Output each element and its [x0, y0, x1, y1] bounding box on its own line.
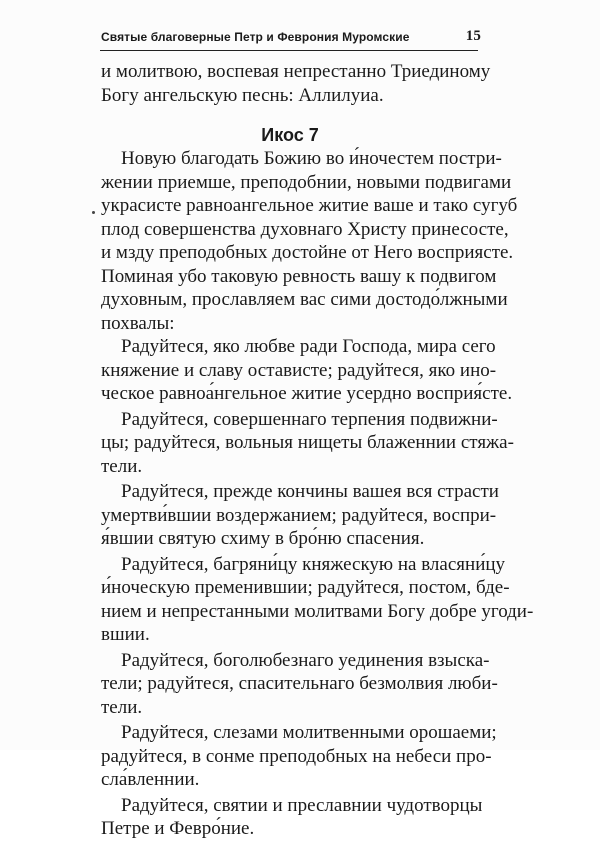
text-line: духовным, прославляем вас сими достодо́лжными	[101, 289, 508, 310]
text-line: тели.	[101, 696, 143, 718]
intro-paragraph	[101, 147, 518, 335]
text-line: Радуйтеся, боголюбезнаго уединения взыска-	[121, 649, 490, 671]
text-line: ческое равноа́нгельное житие усердно восприя́сте.	[101, 383, 513, 404]
text-line: я́вшии святую схиму в бро́ню спасения.	[101, 528, 425, 549]
text-line: Радуйтеся, святии и преславнии чудотворцы	[121, 794, 483, 816]
text-line: Поминая убо таковую ревность вашу к подвигом	[101, 265, 497, 287]
salutation-paragraph	[101, 335, 513, 406]
salutation-paragraph	[101, 649, 498, 720]
text-line: цы; радуйтеся, вольныя нищеты блаженнии стяжа-	[101, 432, 514, 453]
text-line: нием и непрестанными молитвами Богу добре угоди-	[101, 600, 534, 622]
salutation-paragraph	[101, 721, 497, 792]
text-line: тели.	[101, 455, 143, 477]
text-line: Радуйтеся, багряни́цу княжескую на власяни́цу	[121, 553, 506, 575]
text-line: похвалы:	[101, 312, 175, 334]
continuation-paragraph	[101, 60, 491, 107]
section-heading: Икос 7	[261, 125, 319, 145]
running-header	[101, 28, 501, 48]
salutation-paragraph	[101, 480, 499, 551]
text-line: Новую благодать Божию во и́ночестем постри-	[121, 148, 502, 169]
margin-mark	[92, 211, 95, 214]
running-title: Святые благоверные Петр и Феврония Муромские	[101, 30, 410, 44]
text-line: сла́вленнии.	[101, 769, 200, 790]
salutation-paragraph	[101, 794, 483, 841]
header-rule	[100, 50, 478, 51]
text-line: Богу ангельскую песнь: Аллилуиа.	[101, 84, 384, 106]
text-line: украсисте равноангельное житие ваше и тако сугуб	[101, 195, 518, 216]
text-line: Радуйтеся, слезами молитвенными орошаеми;	[121, 722, 497, 743]
salutation-paragraph	[101, 408, 514, 479]
text-line: жении приемше, преподобнии, новыми подвигами	[101, 171, 512, 193]
text-line: и мзду преподобных достойне от Него восприясте.	[101, 242, 514, 263]
text-line: умертви́вшии воздержанием; радуйтеся, воспри-	[101, 504, 497, 526]
text-line: плод совершенства духовнаго Христу принесосте,	[101, 218, 509, 240]
text-line: Радуйтеся, яко любве ради Господа, мира сего	[121, 336, 496, 357]
salutation-paragraph	[101, 553, 534, 647]
page-body	[101, 60, 534, 841]
text-line: и́ноческую пременившии; радуйтеся, постом, бде-	[101, 577, 510, 598]
page-number: 15	[465, 28, 481, 44]
text-line: Петре и Февро́ние.	[101, 818, 255, 839]
text-line: княжение и славу остависте; радуйтеся, яко ино-	[101, 359, 497, 381]
text-line: тели; радуйтеся, спасительнаго безмолвия люби-	[101, 673, 498, 694]
text-line: вшии.	[101, 624, 150, 645]
text-line: Радуйтеся, прежде кончины вашея вся страсти	[121, 481, 499, 502]
text-line: радуйтеся, в сонме преподобных на небеси про-	[101, 745, 492, 767]
text-line: и молитвою, воспевая непрестанно Триединому	[101, 61, 491, 82]
text-line: Радуйтеся, совершеннаго терпения подвижни-	[121, 408, 498, 430]
